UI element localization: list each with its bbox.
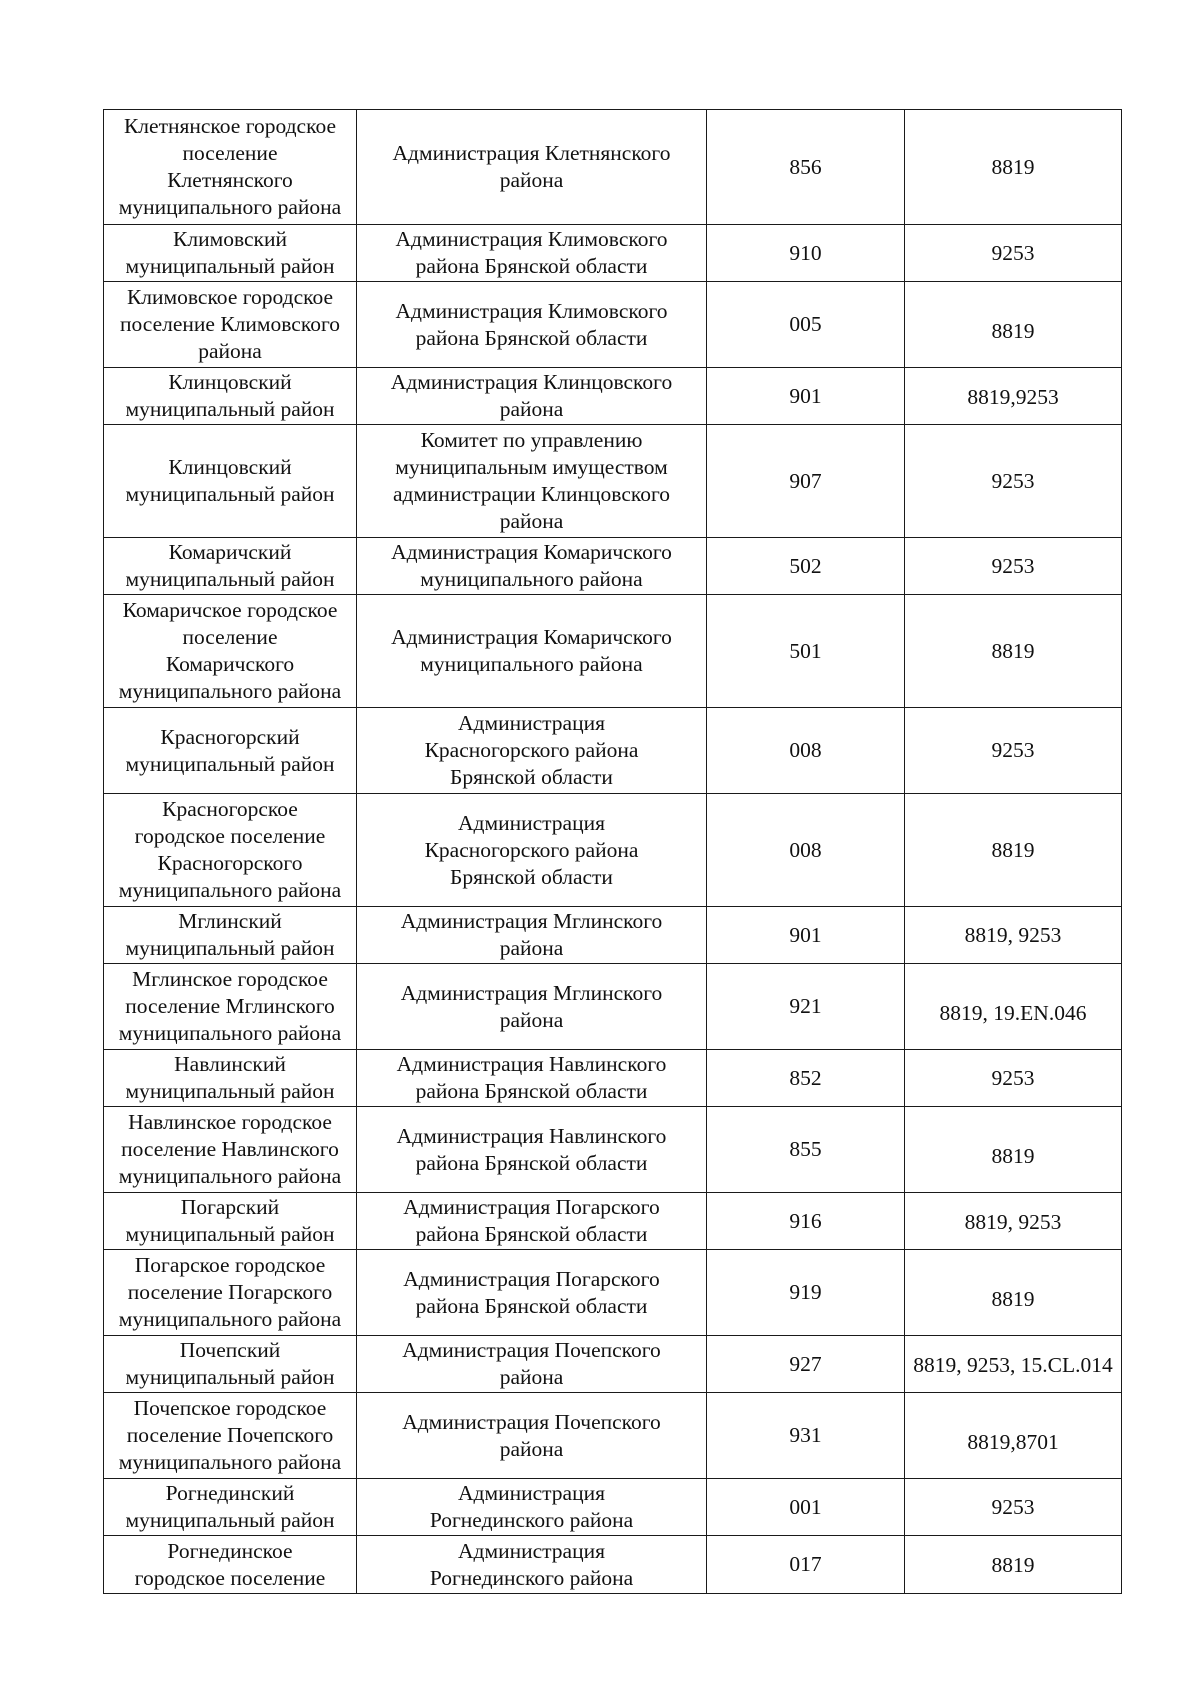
table-row bbox=[104, 425, 1122, 538]
territory-cell: Климовское городское поселение Климовского района bbox=[104, 282, 357, 368]
administrator-cell: Администрация Красногорского района Брянской области bbox=[357, 708, 707, 794]
territory-cell: Навлинское городское поселение Навлинского муниципального района bbox=[104, 1107, 357, 1193]
code-cell: 008 bbox=[707, 708, 905, 794]
administrator-cell: Администрация Почепского района bbox=[357, 1393, 707, 1479]
table-row bbox=[104, 282, 1122, 368]
sources-cell: 8819,8701 bbox=[905, 1393, 1122, 1479]
territory-cell: Погарское городское поселение Погарского муниципального района bbox=[104, 1250, 357, 1336]
code-cell: 855 bbox=[707, 1107, 905, 1193]
table-row bbox=[104, 1050, 1122, 1107]
sources-cell: 9253 bbox=[905, 1479, 1122, 1536]
table-row bbox=[104, 368, 1122, 425]
code-cell: 001 bbox=[707, 1479, 905, 1536]
administrator-cell: Администрация Мглинского района bbox=[357, 907, 707, 964]
administrator-cell: Администрация Климовского района Брянской области bbox=[357, 225, 707, 282]
sources-cell: 8819 bbox=[905, 1250, 1122, 1336]
table-row bbox=[104, 110, 1122, 225]
code-cell: 852 bbox=[707, 1050, 905, 1107]
administrator-cell: Администрация Красногорского района Брянской области bbox=[357, 794, 707, 907]
territory-cell: Мглинский муниципальный район bbox=[104, 907, 357, 964]
sources-cell: 9253 bbox=[905, 425, 1122, 538]
sources-cell: 8819, 19.EN.046 bbox=[905, 964, 1122, 1050]
territory-cell: Навлинский муниципальный район bbox=[104, 1050, 357, 1107]
code-cell: 017 bbox=[707, 1536, 905, 1594]
table-row bbox=[104, 794, 1122, 907]
administrator-cell: Администрация Почепского района bbox=[357, 1336, 707, 1393]
code-cell: 008 bbox=[707, 794, 905, 907]
territory-cell: Рогнединский муниципальный район bbox=[104, 1479, 357, 1536]
table-row bbox=[104, 595, 1122, 708]
code-cell: 921 bbox=[707, 964, 905, 1050]
code-cell: 005 bbox=[707, 282, 905, 368]
territory-cell: Красногорский муниципальный район bbox=[104, 708, 357, 794]
code-cell: 502 bbox=[707, 538, 905, 595]
table-row bbox=[104, 1536, 1122, 1594]
code-cell: 901 bbox=[707, 368, 905, 425]
code-cell: 927 bbox=[707, 1336, 905, 1393]
administrator-cell: Администрация Клетнянского района bbox=[357, 110, 707, 225]
administrator-cell: Администрация Погарского района Брянской области bbox=[357, 1193, 707, 1250]
table-row bbox=[104, 538, 1122, 595]
administrator-cell: Администрация Навлинского района Брянской области bbox=[357, 1050, 707, 1107]
sources-cell: 8819, 9253, 15.CL.014 bbox=[905, 1336, 1122, 1393]
municipal-table bbox=[103, 109, 1122, 1594]
sources-cell: 9253 bbox=[905, 225, 1122, 282]
territory-cell: Клетнянское городское поселение Клетнянского муниципального района bbox=[104, 110, 357, 225]
sources-cell: 9253 bbox=[905, 708, 1122, 794]
table-row bbox=[104, 1393, 1122, 1479]
sources-cell: 8819 bbox=[905, 1536, 1122, 1594]
sources-cell: 8819 bbox=[905, 595, 1122, 708]
table-row bbox=[104, 964, 1122, 1050]
territory-cell: Мглинское городское поселение Мглинского муниципального района bbox=[104, 964, 357, 1050]
code-cell: 856 bbox=[707, 110, 905, 225]
sources-cell: 9253 bbox=[905, 538, 1122, 595]
table-row bbox=[104, 225, 1122, 282]
sources-cell: 8819 bbox=[905, 110, 1122, 225]
administrator-cell: Администрация Мглинского района bbox=[357, 964, 707, 1050]
table-row bbox=[104, 708, 1122, 794]
table-row bbox=[104, 1193, 1122, 1250]
code-cell: 910 bbox=[707, 225, 905, 282]
territory-cell: Клинцовский муниципальный район bbox=[104, 425, 357, 538]
administrator-cell: Администрация Рогнединского района bbox=[357, 1536, 707, 1594]
code-cell: 901 bbox=[707, 907, 905, 964]
code-cell: 916 bbox=[707, 1193, 905, 1250]
sources-cell: 8819, 9253 bbox=[905, 1193, 1122, 1250]
territory-cell: Комаричское городское поселение Комаричского муниципального района bbox=[104, 595, 357, 708]
table-row bbox=[104, 1336, 1122, 1393]
territory-cell: Клинцовский муниципальный район bbox=[104, 368, 357, 425]
territory-cell: Погарский муниципальный район bbox=[104, 1193, 357, 1250]
code-cell: 501 bbox=[707, 595, 905, 708]
administrator-cell: Администрация Погарского района Брянской области bbox=[357, 1250, 707, 1336]
administrator-cell: Администрация Клинцовского района bbox=[357, 368, 707, 425]
code-cell: 919 bbox=[707, 1250, 905, 1336]
sources-cell: 8819 bbox=[905, 794, 1122, 907]
document-page bbox=[103, 109, 1121, 1594]
table-row bbox=[104, 1107, 1122, 1193]
territory-cell: Почепское городское поселение Почепского муниципального района bbox=[104, 1393, 357, 1479]
territory-cell: Почепский муниципальный район bbox=[104, 1336, 357, 1393]
administrator-cell: Администрация Рогнединского района bbox=[357, 1479, 707, 1536]
administrator-cell: Администрация Комаричского муниципального района bbox=[357, 538, 707, 595]
administrator-cell: Комитет по управлению муниципальным имуществом администрации Клинцовского района bbox=[357, 425, 707, 538]
code-cell: 931 bbox=[707, 1393, 905, 1479]
administrator-cell: Администрация Комаричского муниципального района bbox=[357, 595, 707, 708]
sources-cell: 9253 bbox=[905, 1050, 1122, 1107]
territory-cell: Красногорское городское поселение Красногорского муниципального района bbox=[104, 794, 357, 907]
territory-cell: Комаричский муниципальный район bbox=[104, 538, 357, 595]
administrator-cell: Администрация Навлинского района Брянской области bbox=[357, 1107, 707, 1193]
sources-cell: 8819, 9253 bbox=[905, 907, 1122, 964]
territory-cell: Рогнединское городское поселение bbox=[104, 1536, 357, 1594]
sources-cell: 8819,9253 bbox=[905, 368, 1122, 425]
territory-cell: Климовский муниципальный район bbox=[104, 225, 357, 282]
table-body bbox=[104, 110, 1122, 1594]
sources-cell: 8819 bbox=[905, 282, 1122, 368]
table-row bbox=[104, 907, 1122, 964]
table-row bbox=[104, 1250, 1122, 1336]
table-row bbox=[104, 1479, 1122, 1536]
sources-cell: 8819 bbox=[905, 1107, 1122, 1193]
administrator-cell: Администрация Климовского района Брянской области bbox=[357, 282, 707, 368]
code-cell: 907 bbox=[707, 425, 905, 538]
